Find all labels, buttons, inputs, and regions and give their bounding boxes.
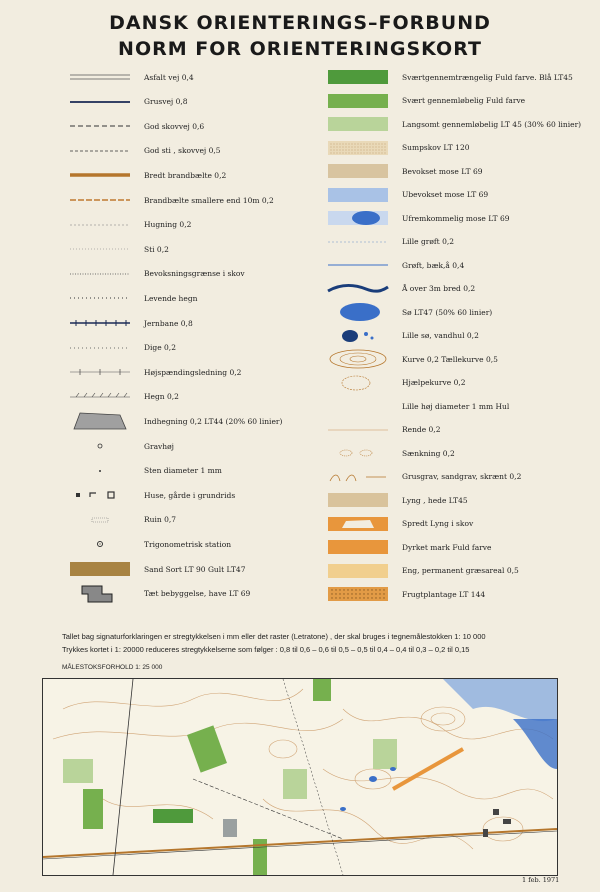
legend-label: Bevokset mose LT 69 (402, 166, 483, 176)
legend-symbol (326, 537, 390, 557)
gravel-pit-icon (326, 467, 390, 487)
legend-label: Ubevokset mose LT 69 (402, 190, 489, 199)
ponds (340, 767, 396, 811)
trig-circle-icon (68, 534, 132, 554)
right-legend-item (326, 396, 509, 416)
form-lines-icon (326, 373, 390, 393)
right-legend-item (326, 161, 483, 181)
right-legend-item (326, 373, 466, 393)
legend-symbol (326, 232, 390, 252)
grey-polygon-icon (68, 411, 132, 431)
contours-icon (326, 349, 390, 369)
legend-label: Frugtplantage LT 144 (402, 589, 486, 599)
sample-map (42, 678, 558, 876)
thin-blue-dashed-icon (326, 232, 390, 252)
right-legend-item (326, 232, 454, 252)
legend-label: Bredt brandbælte 0,2 (144, 170, 227, 180)
mid-green-block-icon (326, 91, 390, 111)
scale-label: MÅLESTOKSFORHOLD 1: 25 000 (62, 664, 163, 671)
legend-symbol (326, 279, 390, 299)
legend-label: Sti 0,2 (144, 244, 169, 254)
heath-block-icon (326, 490, 390, 510)
blue-line-icon (326, 255, 390, 275)
marsh-area (443, 679, 557, 721)
fine-dotted-icon (68, 239, 132, 259)
left-legend-item (68, 534, 231, 554)
impassable-marsh-icon (326, 208, 390, 228)
left-legend-item (68, 239, 169, 259)
fence-icon (68, 387, 132, 407)
right-legend-item (326, 255, 464, 275)
dense-buildings-icon (68, 584, 132, 604)
legend-label: Jernbane 0,8 (144, 318, 193, 328)
legend-symbol (68, 264, 132, 284)
tan-block-icon (326, 161, 390, 181)
legend-label: Tæt bebyggelse, have LT 69 (144, 589, 251, 599)
legend-symbol (68, 288, 132, 308)
legend-symbol (326, 114, 390, 134)
legend-symbol (326, 420, 390, 440)
legend-label: Dige 0,2 (144, 343, 176, 353)
legend-label: Sø LT47 (50% 60 linier) (402, 307, 493, 317)
left-legend-item (68, 165, 226, 185)
orange-band-icon (68, 165, 132, 185)
title-line-1: DANSK ORIENTERINGS–FORBUND (109, 12, 491, 34)
legend-symbol (326, 467, 390, 487)
legend-label: Ufremkommelig mose LT 69 (402, 213, 510, 223)
right-legend-item (326, 420, 440, 440)
legend-symbol (326, 302, 390, 322)
knoll-icon (326, 396, 390, 416)
legend-label: Hjælpekurve 0,2 (402, 378, 466, 387)
legend-label: Å over 3m bred 0,2 (402, 284, 476, 293)
legend-label: Indhegning 0,2 LT44 (20% 60 linier) (144, 416, 283, 426)
right-legend-item (326, 302, 492, 322)
legend-label: Huse, gårde i grundrids (144, 490, 236, 500)
left-legend-item (68, 485, 235, 505)
legend-label: Bevoksningsgrænse i skov (144, 269, 245, 279)
right-legend-item (326, 208, 510, 228)
legend-symbol (326, 255, 390, 275)
depressions-icon (326, 443, 390, 463)
legend-label: Sværtgennemtrængelig Fuld farve. Blå LT45 (402, 72, 573, 82)
right-legend-item (326, 443, 455, 463)
ruin-icon (68, 510, 132, 530)
legend-symbol (68, 584, 132, 604)
date-label: 1 feb. 1971 (522, 876, 560, 884)
legend-label: Gravhøj (144, 441, 174, 451)
legend-label: Spredt Lyng i skov (402, 519, 474, 528)
legend-symbol (326, 490, 390, 510)
sand-block-icon (68, 559, 132, 579)
right-legend-item (326, 561, 519, 581)
legend-symbol (68, 411, 132, 431)
legend-symbol (326, 443, 390, 463)
note-line-2: Trykkes kortet i 1: 20000 reduceres stregtykkelserne som følger : 0,8 til 0,6 – 0,6 til 0,5 – 0,5 til 0,4 – 0,4 til 0,3 – 0,2 til 0,15 (62, 645, 470, 654)
left-legend-item (68, 67, 194, 87)
light-green-block-icon (326, 114, 390, 134)
legend-symbol (68, 559, 132, 579)
gully-icon (326, 420, 390, 440)
legend-symbol (326, 561, 390, 581)
lake-icon (326, 302, 390, 322)
legend-symbol (68, 116, 132, 136)
legend-label: Levende hegn (144, 293, 198, 303)
dashed-line-icon (68, 116, 132, 136)
legend-label: Sumpskov LT 120 (402, 143, 470, 152)
legend-label: Grøft, bæk,å 0,4 (402, 260, 465, 270)
left-legend-item (68, 559, 245, 579)
left-legend-item (68, 190, 274, 210)
legend-symbol (326, 326, 390, 346)
short-dashed-line-icon (68, 141, 132, 161)
right-legend-item (326, 185, 488, 205)
river-icon (326, 279, 390, 299)
left-legend-item (68, 461, 222, 481)
dot-icon (68, 461, 132, 481)
railway-icon (68, 313, 132, 333)
legend-label: Grusgrav, sandgrav, skrænt 0,2 (402, 472, 522, 481)
legend-label: Eng, permanent græsareal 0,5 (402, 566, 519, 575)
left-legend-item (68, 215, 191, 235)
left-legend-item (68, 510, 176, 530)
legend-symbol (68, 92, 132, 112)
legend-symbol (68, 510, 132, 530)
legend-label: Brandbælte smallere end 10m 0,2 (144, 195, 274, 205)
dike-icon (68, 338, 132, 358)
houses-icon (68, 485, 132, 505)
note-line-1: Tallet bag signaturforklaringen er stregtykkelsen i mm eller det raster (Letratone) , der skal bruges i tegnemålestokken 1: 10 000 (62, 632, 486, 641)
left-legend-item (68, 141, 221, 161)
legend-label: Lyng , hede LT45 (402, 495, 468, 505)
legend-symbol (326, 584, 390, 604)
legend-label: Trigonometrisk station (144, 539, 232, 549)
right-legend-item (326, 584, 485, 604)
legend-symbol (326, 373, 390, 393)
legend-label: Langsomt gennemløbelig LT 45 (30% 60 linier) (402, 119, 582, 129)
dark-green-block-icon (326, 67, 390, 87)
small-ponds-icon (326, 326, 390, 346)
right-legend-item (326, 537, 491, 557)
left-legend-item (68, 313, 193, 333)
power-line-icon (68, 362, 132, 382)
left-legend-item (68, 338, 176, 358)
legend-symbol (326, 138, 390, 158)
legend-symbol (68, 215, 132, 235)
vegetation-areas (63, 679, 397, 875)
legend-label: God skovvej 0,6 (144, 121, 205, 131)
legend-symbol (68, 239, 132, 259)
right-legend-item (326, 326, 479, 346)
dotted-line-icon (68, 264, 132, 284)
legend-symbol (326, 67, 390, 87)
lake-area (513, 719, 557, 769)
legend-symbol (326, 208, 390, 228)
legend-label: Lille høj diameter 1 mm Hul (402, 401, 510, 411)
right-legend-item (326, 349, 498, 369)
legend-symbol (326, 161, 390, 181)
right-legend-item (326, 91, 525, 111)
legend-label: Højspændingsledning 0,2 (144, 367, 242, 377)
legend-symbol (68, 485, 132, 505)
legend-symbol (68, 461, 132, 481)
legend-label: Lille sø, vandhul 0,2 (402, 331, 479, 340)
meadow-block-icon (326, 561, 390, 581)
legend-symbol (326, 91, 390, 111)
legend-label: Ruin 0,7 (144, 515, 177, 525)
legend-label: Hugning 0,2 (144, 220, 192, 230)
blue-block-icon (326, 185, 390, 205)
legend-label: Asfalt vej 0,4 (144, 72, 194, 82)
legend-label: Hegn 0,2 (144, 392, 179, 402)
right-legend-item (326, 514, 473, 534)
legend-symbol (68, 436, 132, 456)
left-legend-item (68, 288, 197, 308)
legend-label: Lille grøft 0,2 (402, 237, 455, 246)
fine-dashed-icon (68, 215, 132, 235)
right-legend-item (326, 138, 469, 158)
legend-label: Sænkning 0,2 (402, 448, 455, 458)
scattered-heath-icon (326, 514, 390, 534)
swamp-forest-icon (326, 138, 390, 158)
left-legend-item (68, 436, 174, 456)
legend-symbol (68, 534, 132, 554)
legend-symbol (326, 185, 390, 205)
legend-symbol (68, 338, 132, 358)
left-legend-item (68, 264, 245, 284)
legend-symbol (326, 514, 390, 534)
legend-label: Kurve 0,2 Tællekurve 0,5 (402, 354, 498, 364)
legend-symbol (68, 165, 132, 185)
left-legend-item (68, 92, 188, 112)
sample-map-drawing (43, 679, 557, 875)
right-legend-item (326, 279, 475, 299)
legend-label: Sten diameter 1 mm (144, 466, 222, 476)
legend-symbol (326, 349, 390, 369)
legend-symbol (326, 396, 390, 416)
right-legend-item (326, 467, 521, 487)
legend-label: Svært gennemløbelig Fuld farve (402, 96, 526, 105)
double-line-icon (68, 67, 132, 87)
left-legend-item (68, 362, 241, 382)
thick-line-icon (68, 92, 132, 112)
legend-symbol (68, 67, 132, 87)
left-legend-item (68, 584, 250, 604)
legend-label: Rende 0,2 (402, 425, 441, 434)
legend-symbol (68, 141, 132, 161)
legend-label: Dyrket mark Fuld farve (402, 542, 492, 552)
legend-label: Grusvej 0,8 (144, 97, 188, 107)
legend-label: Sand Sort LT 90 Gult LT47 (144, 564, 246, 574)
right-legend-item (326, 490, 468, 510)
orange-block-icon (326, 537, 390, 557)
hedge-dots-icon (68, 288, 132, 308)
left-legend-item (68, 116, 204, 136)
legend-label: God sti , skovvej 0,5 (144, 146, 221, 156)
title-line-2: NORM FOR ORIENTERINGSKORT (118, 38, 482, 60)
legend-symbol (68, 387, 132, 407)
legend-symbol (68, 313, 132, 333)
orange-dashed-icon (68, 190, 132, 210)
legend-symbol (68, 190, 132, 210)
small-circle-icon (68, 436, 132, 456)
right-legend-item (326, 67, 573, 87)
orchard-block-icon (326, 584, 390, 604)
right-legend-item (326, 114, 581, 134)
left-legend-item (68, 411, 282, 431)
legend-symbol (68, 362, 132, 382)
left-legend-item (68, 387, 179, 407)
